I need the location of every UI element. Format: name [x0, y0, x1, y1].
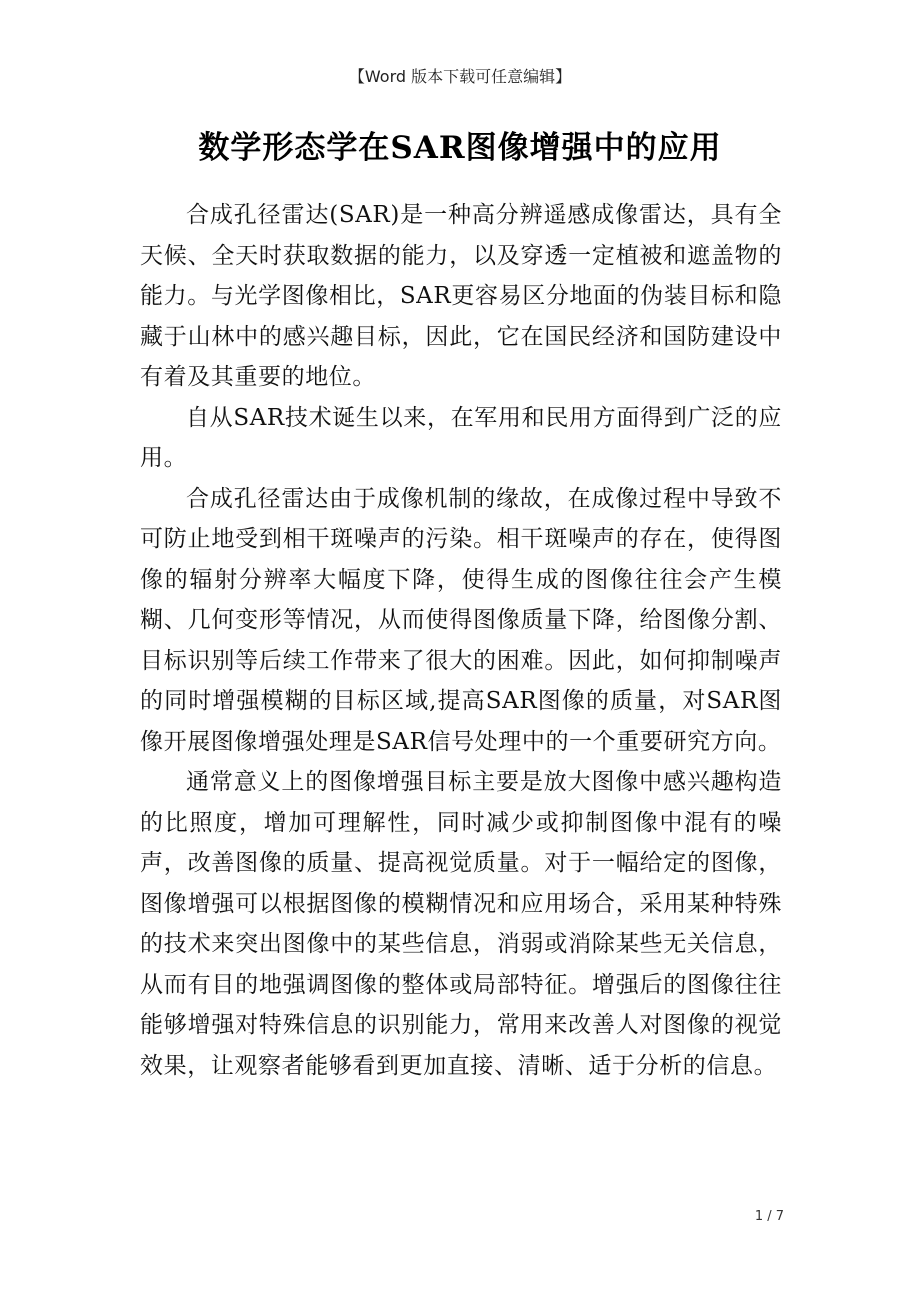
document-body	[140, 195, 782, 1086]
header-note: 【Word 版本下载可任意编辑】	[348, 67, 572, 86]
paragraph-sar-applications: 自从SAR技术诞生以来，在军用和民用方面得到广泛的应用。	[140, 404, 782, 471]
page-number: 1 / 7	[754, 1209, 784, 1224]
paragraph-sar-intro: 合成孔径雷达(SAR)是一种高分辨遥感成像雷达，具有全天候、全天时获取数据的能力，以及穿透一定植被和遮盖物的能力。与光学图像相比，SAR更容易区分地面的伪装目标和隐藏于山林中的感兴趣目标，因此，它在国民经济和国防建设中有着及其重要的地位。	[140, 202, 782, 390]
document-title: 数学形态学在SAR图像增强中的应用	[198, 130, 722, 166]
paragraph-image-enhancement: 通常意义上的图像增强目标主要是放大图像中感兴趣构造的比照度，增加可理解性，同时减少或抑制图像中混有的噪声，改善图像的质量、提高视觉质量。对于一幅给定的图像，图像增强可以根据图像的模糊情况和应用场合，采用某种特殊的技术来突出图像中的某些信息，消弱或消除某些无关信息，从而有目的地强调图像的整体或局部特征。增强后的图像往往能够增强对特殊信息的识别能力，常用来改善人对图像的视觉效果，让观察者能够看到更加直接、清晰、适于分析的信息。	[140, 769, 782, 1079]
paragraph-speckle-noise: 合成孔径雷达由于成像机制的缘故，在成像过程中导致不可防止地受到相干斑噪声的污染。相干斑噪声的存在，使得图像的辐射分辨率大幅度下降，使得生成的图像往往会产生模糊、几何变形等情况，从而使得图像质量下降，给图像分割、目标识别等后续工作带来了很大的困难。因此，如何抑制噪声的同时增强模糊的目标区域,提高SAR图像的质量，对SAR图像开展图像增强处理是SAR信号处理中的一个重要研究方向。	[140, 485, 782, 755]
